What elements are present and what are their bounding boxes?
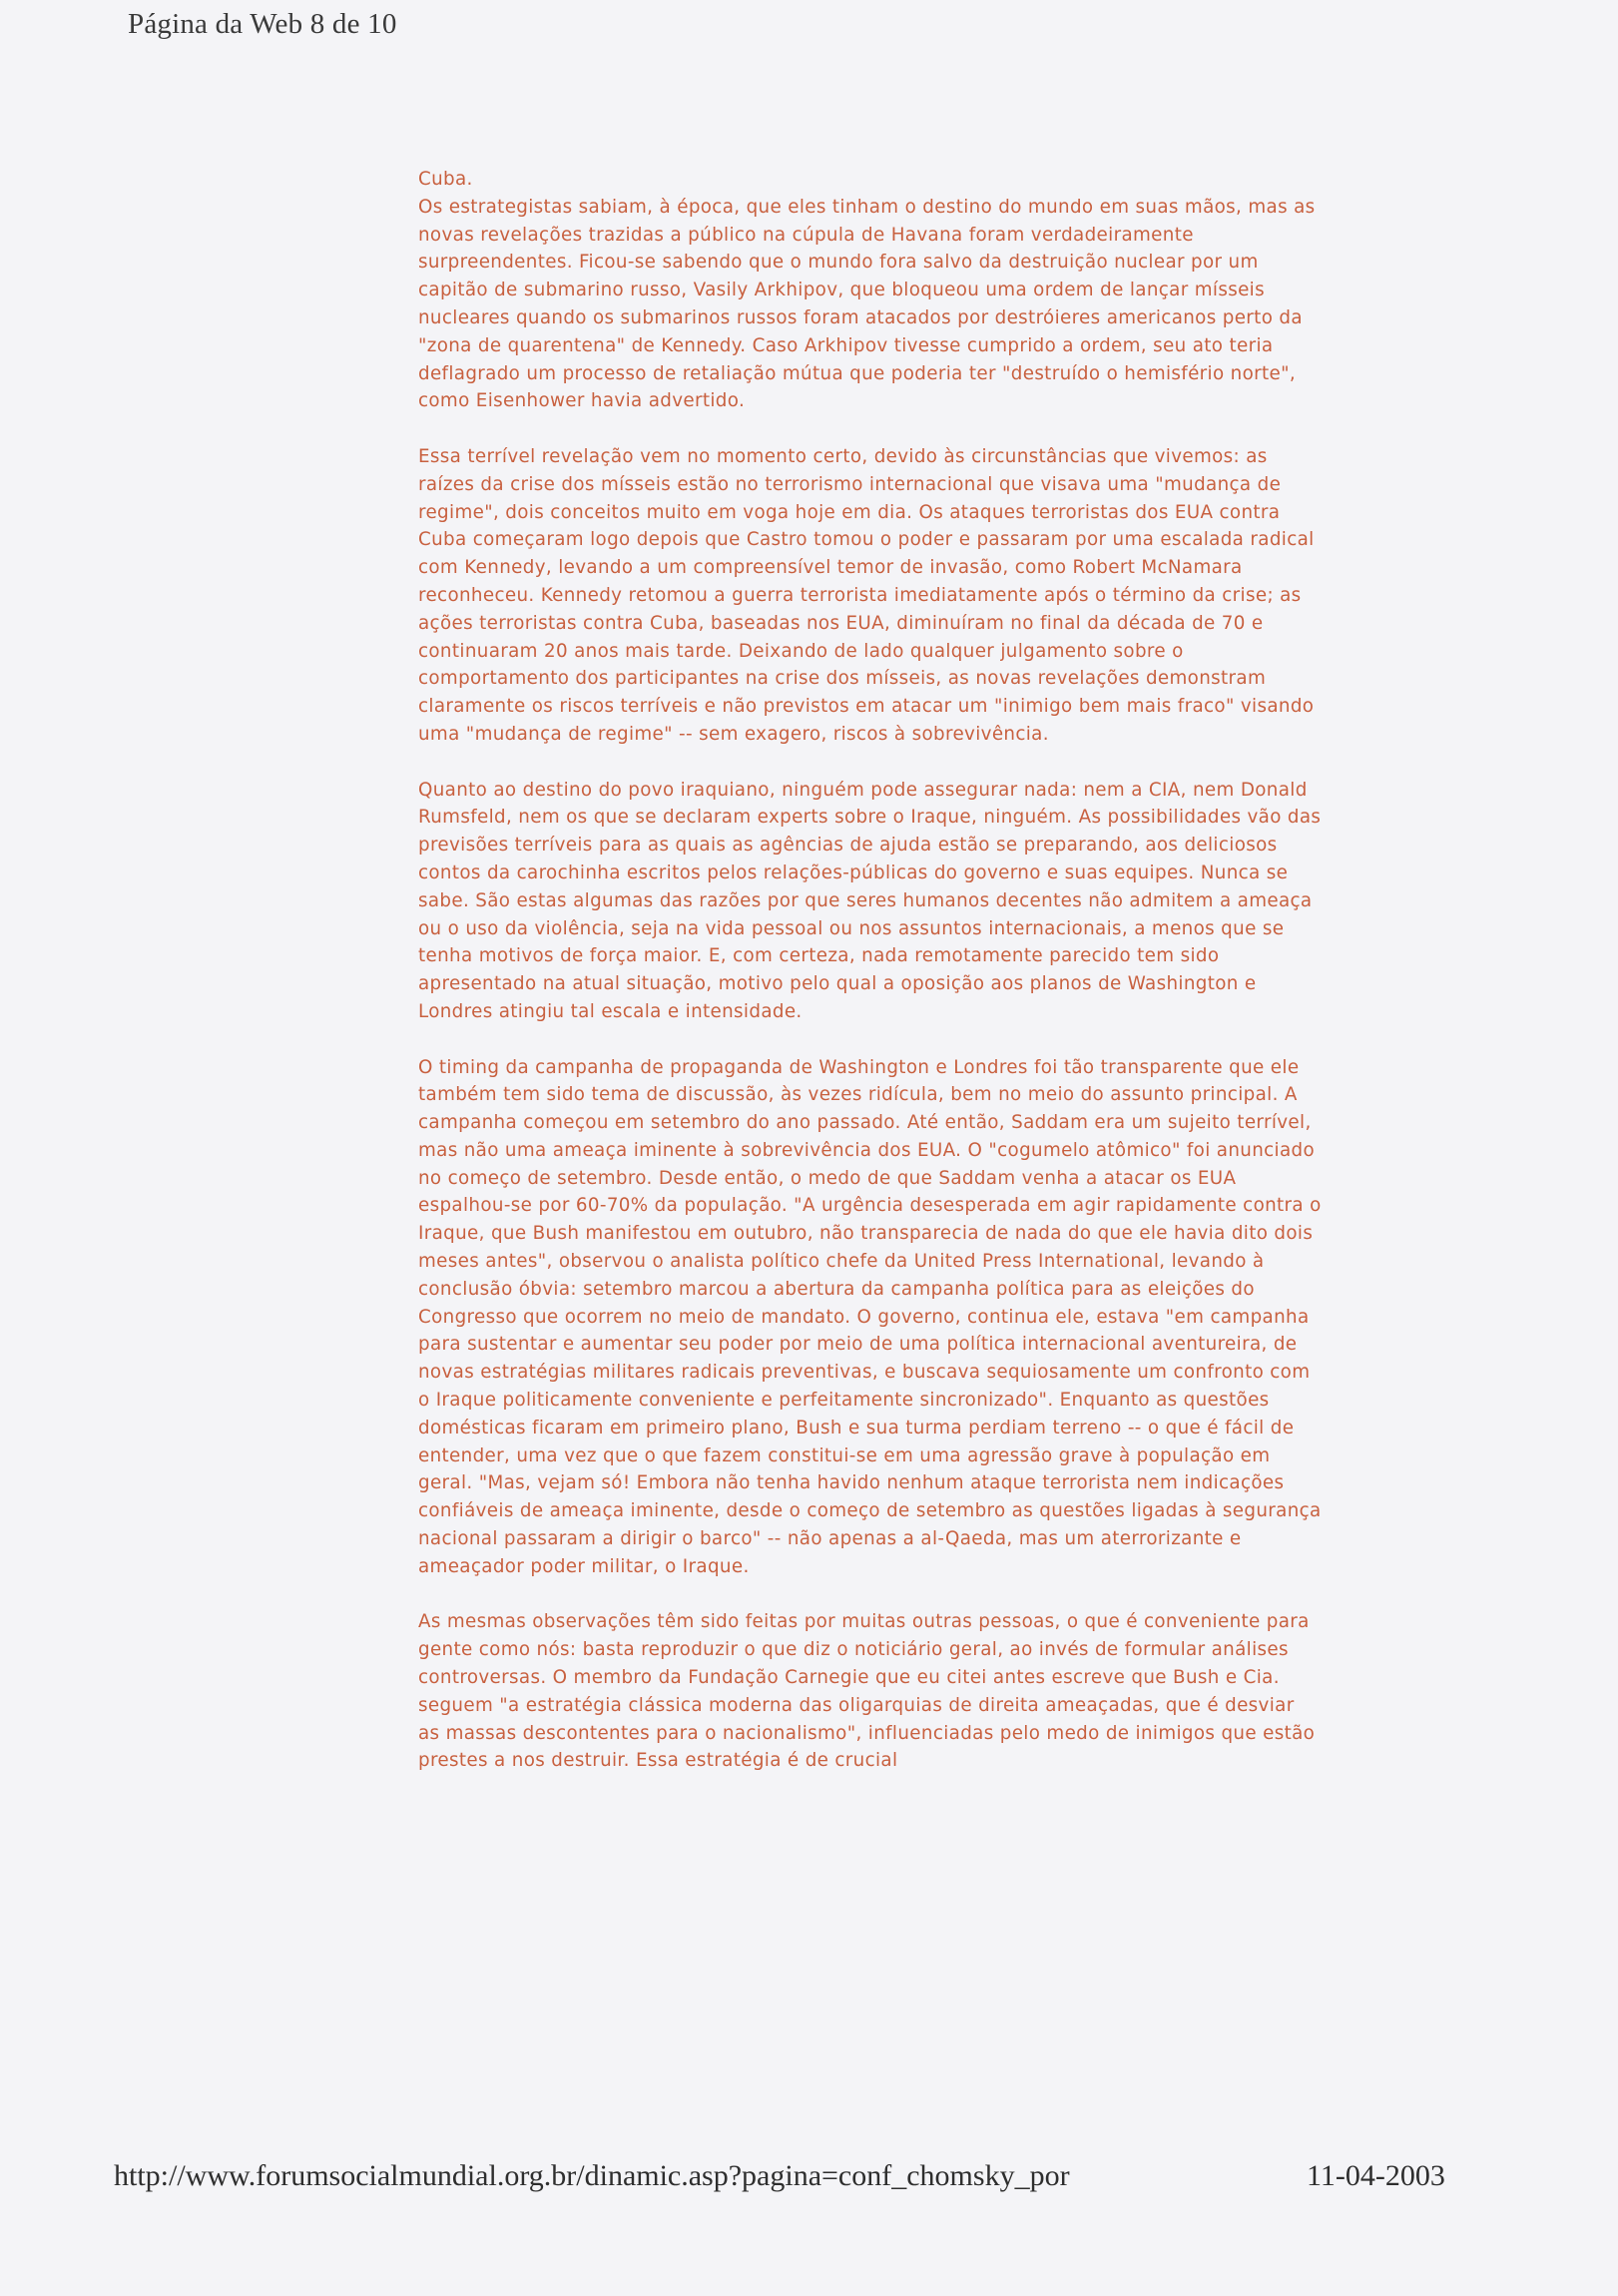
paragraph-cuba-crisis <box>418 166 1322 415</box>
paragraph-iraqi-people <box>418 777 1322 1026</box>
paragraph-text: Essa terrível revelação vem no momento certo, devido às circunstâncias que vivemos: as raízes da crise dos mísseis estão no terrorismo internacional que visava uma "mudança de regime", dois conceitos muito em voga hoje em dia. Os ataques terroristas dos EUA contra Cuba começaram logo depois que Castro tomou o poder e passaram por uma escalada radical com Kennedy, levando a um compreensível temor de invasão, como Robert McNamara reconheceu. Kennedy retomou a guerra terrorista imediatamente após o término da crise; as ações terroristas contra Cuba, baseadas nos EUA, diminuíram no final da década de 70 e continuaram 20 anos mais tarde. Deixando de lado qualquer julgamento sobre o comportamento dos participantes na crise dos mísseis, as novas revelações demonstram claramente os riscos terríveis e não previstos em atacar um "inimigo bem mais fraco" visando uma "mudança de regime" -- sem exagero, riscos à sobrevivência. <box>418 445 1315 745</box>
paragraph-text: Quanto ao destino do povo iraquiano, ninguém pode assegurar nada: nem a CIA, nem Donald Rumsfeld, nem os que se declaram experts sobre o Iraque, ninguém. As possibilidades vão das previsões terríveis para as quais as agências de ajuda estão se preparando, aos deliciosos contos da carochinha escritos pelos relações-públicas do governo e suas equipes. Nunca se sabe. São estas algumas das razões por que seres humanos decentes não admitem a ameaça ou o uso da violência, seja na vida pessoal ou nos assuntos internacionais, a menos que se tenha motivos de força maior. E, com certeza, nada remotamente parecido tem sido apresentado na atual situação, motivo pelo qual a oposição aos planos de Washington e Londres atingiu tal escala e intensidade. <box>418 779 1322 1022</box>
footer-url: http://www.forumsocialmundial.org.br/dinamic.asp?pagina=conf_chomsky_por <box>114 2159 1070 2192</box>
page-indicator: Página da Web 8 de 10 <box>128 8 397 40</box>
paragraph-text: As mesmas observações têm sido feitas por muitas outras pessoas, o que é conveniente para gente como nós: basta reproduzir o que diz o noticiário geral, ao invés de formular análises controversas. O membro da Fundação Carnegie que eu citei antes escreve que Bush e Cia. seguem "a estratégia clássica moderna das oligarquias de direita ameaçadas, que é desviar as massas descontentes para o nacionalismo", influenciadas pelo medo de inimigos que estão prestes a nos destruir. Essa estratégia é de crucial <box>418 1611 1316 1772</box>
paragraph-terrible-revelation <box>418 443 1322 749</box>
footer-date: 11-04-2003 <box>1307 2159 1445 2192</box>
paragraph-campaign-timing <box>418 1054 1322 1581</box>
paragraph-observations <box>418 1608 1322 1775</box>
paragraph-text: Cuba. Os estrategistas sabiam, à época, que eles tinham o destino do mundo em suas mãos, mas as novas revelações trazidas a público na cúpula de Havana foram verdadeiramente surpreendentes. Ficou-se sabendo que o mundo fora salvo da destruição nuclear por um capitão de submarino russo, Vasily Arkhipov, que bloqueou uma ordem de lançar mísseis nucleares quando os submarinos russos foram atacados por destróieres americanos perto da "zona de quarentena" de Kennedy. Caso Arkhipov tivesse cumprido a ordem, seu ato teria deflagrado um processo de retaliação mútua que poderia ter "destruído o hemisfério norte", como Eisenhower havia advertido. <box>418 169 1316 412</box>
paragraph-text: O timing da campanha de propaganda de Washington e Londres foi tão transparente que ele também tem sido tema de discussão, às vezes ridícula, bem no meio do assunto principal. A campanha começou em setembro do ano passado. Até então, Saddam era um sujeito terrível, mas não uma ameaça iminente à sobrevivência dos EUA. O "cogumelo atômico" foi anunciado no começo de setembro. Desde então, o medo de que Saddam venha a atacar os EUA espalhou-se por 60-70% da população. "A urgência desesperada em agir rapidamente contra o Iraque, que Bush manifestou em outubro, não transparecia de nada do que ele havia dito dois meses antes", observou o analista político chefe da United Press International, levando à conclusão óbvia: setembro marcou a abertura da campanha política para as eleições do Congresso que ocorrem no meio de mandato. O governo, continua ele, estava "em campanha para sustentar e aumentar seu poder por meio de uma política internacional aventureira, de novas estratégias militares radicais preventivas, e buscava sequiosamente um confronto com o Iraque politicamente conveniente e perfeitamente sincronizado". Enquanto as questões domésticas ficaram em primeiro plano, Bush e sua turma perdiam terreno -- o que é fácil de entender, uma vez que o que fazem constitui-se em uma agressão grave à população em geral. "Mas, vejam só! Embora não tenha havido nenhum ataque terrorista nem indicações confiáveis de ameaça iminente, desde o começo de setembro as questões ligadas à segurança nacional passaram a dirigir o barco" -- não apenas a al-Qaeda, mas um aterrorizante e ameaçador poder militar, o Iraque. <box>418 1056 1322 1577</box>
article-body <box>418 166 1322 1775</box>
